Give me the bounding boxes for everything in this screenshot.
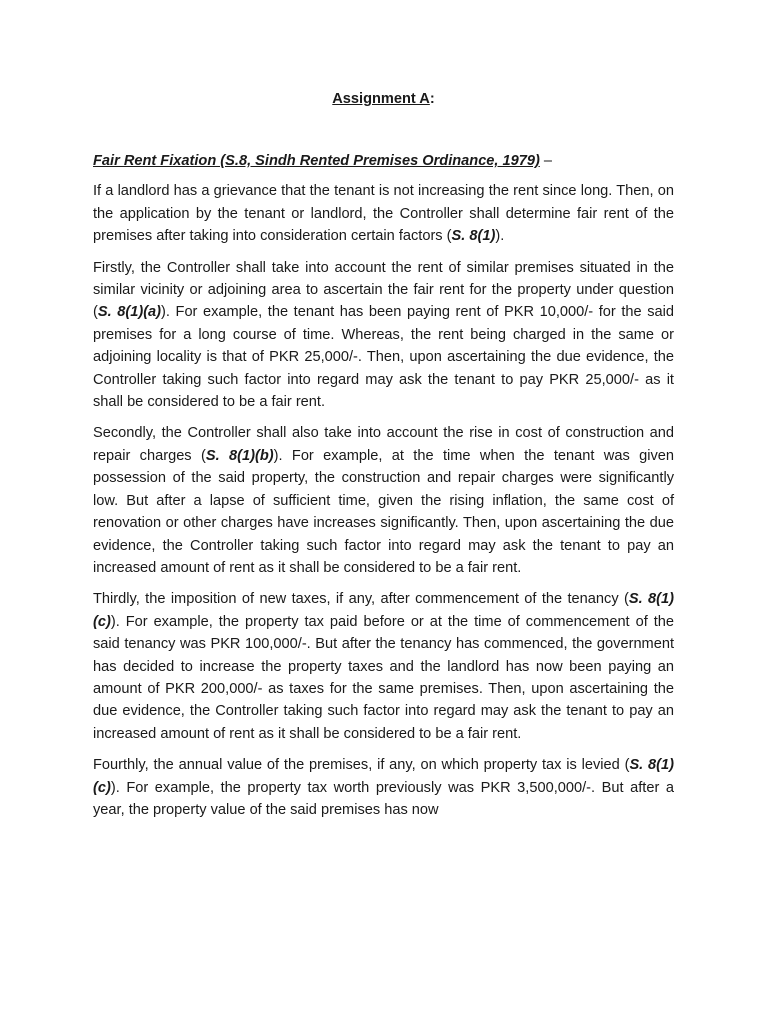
section-heading-suffix: – [539, 153, 553, 169]
paragraph-text: ). For example, the tenant has been paying rent of PKR 10,000/- for the said premises for a long course of time. Whereas, the rent being charged in the same or adjoining locality is that of PKR 25,000/-. Then, upon ascertaining the due evidence, the Controller taking such factor into regard may ask the tenant to pay PKR 25,000/- as it shall be considered to be a fair rent. [93, 304, 674, 411]
section-citation: S. 8(1)(b) [205, 447, 274, 464]
section-citation: S. 8(1)(a) [97, 304, 162, 321]
paragraph-text: Secondly, the Controller shall also take into account the rise in cost of construction and repair charges ( [93, 425, 674, 464]
paragraph-text: Firstly, the Controller shall take into account the rent of similar premises situated in the similar vicinity or adjoining area to ascertain the fair rent for the property under question ( [93, 259, 674, 321]
paragraph-secondly [93, 422, 674, 579]
paragraph-text: ). For example, at the time when the tenant was given possession of the said property, the construction and repair charges were significantly low. But after a lapse of sufficient time, given the rising inflation, the same cost of renovation or other charges have increases significantly. Then, upon ascertaining the due evidence, the Controller taking such factor into regard may ask the tenant to pay an increased amount of rent as it shall be considered to be a fair rent. [93, 447, 675, 576]
document-body [93, 88, 674, 830]
document-title-suffix: : [429, 91, 435, 107]
paragraph-text: ). For example, the property tax paid before or at the time of commencement of the said tenancy was PKR 100,000/-. But after the tenancy has commenced, the government has decided to increase the property taxes and the landlord has now been paying an amount of PKR 200,000/- as taxes for the same premises. Then, upon ascertaining the due evidence, the Controller taking such factor into regard may ask the tenant to pay an increased amount of rent as it shall be considered to be a fair rent. [93, 613, 674, 742]
section-heading-text: Fair Rent Fixation (S.8, Sindh Rented Premises Ordinance, 1979) [93, 153, 540, 169]
paragraph-text: Thirdly, the imposition of new taxes, if any, after commencement of the tenancy ( [93, 591, 629, 608]
paragraph-text: If a landlord has a grievance that the tenant is not increasing the rent since long. Then, on the application by the tenant or landlord, the Controller shall determine fair rent of the premises after taking into consideration certain factors ( [93, 183, 674, 245]
section-heading [93, 150, 674, 172]
paragraph-text: Fourthly, the annual value of the premises, if any, on which property tax is levied ( [93, 757, 630, 774]
paragraph-text: ). For example, the property tax worth previously was PKR 3,500,000/-. But after a year, the property value of the said premises has now [93, 779, 674, 818]
paragraph-fourthly [93, 754, 674, 821]
paragraph-text: ). [495, 228, 505, 245]
document-title-text: Assignment A [332, 91, 430, 107]
paragraph-intro [93, 180, 674, 247]
paragraph-firstly [93, 257, 674, 414]
section-citation: S. 8(1)(c) [93, 591, 674, 630]
paragraph-thirdly [93, 588, 674, 745]
section-citation: S. 8(1)(c) [93, 757, 674, 796]
document-title [93, 88, 674, 110]
section-citation: S. 8(1) [451, 228, 496, 245]
